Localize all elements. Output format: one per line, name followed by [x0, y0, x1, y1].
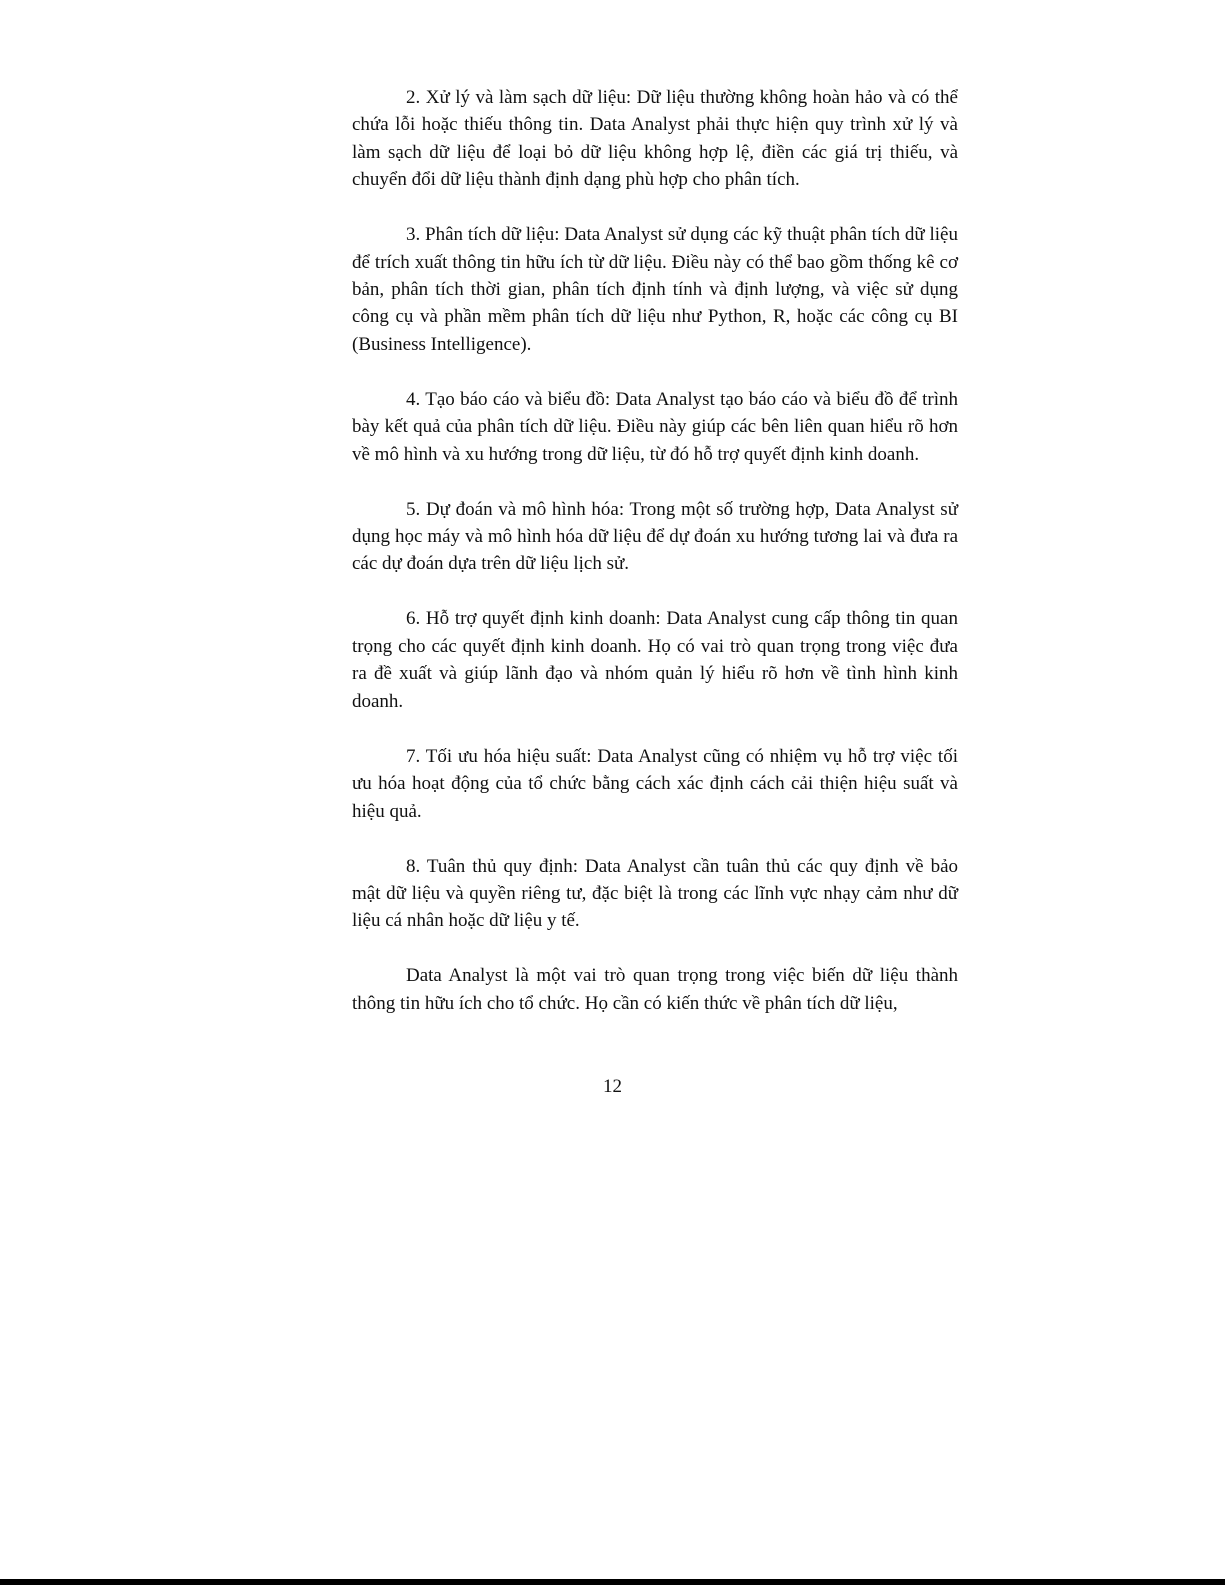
body-text	[352, 84, 958, 1045]
page-number: 12	[603, 1076, 622, 1097]
paragraph-data-cleaning: 2. Xử lý và làm sạch dữ liệu: Dữ liệu thường không hoàn hảo và có thể chứa lỗi hoặc thiếu thông tin. Data Analyst phải thực hiện quy trình xử lý và làm sạch dữ liệu để loại bỏ dữ liệu không hợp lệ, điền các giá trị thiếu, và chuyển đổi dữ liệu thành định dạng phù hợp cho phân tích.	[352, 87, 958, 191]
paragraph-compliance: 8. Tuân thủ quy định: Data Analyst cần tuân thủ các quy định về bảo mật dữ liệu và quyền riêng tư, đặc biệt là trong các lĩnh vực nhạy cảm như dữ liệu cá nhân hoặc dữ liệu y tế.	[352, 855, 958, 932]
paragraph-prediction-modeling: 5. Dự đoán và mô hình hóa: Trong một số trường hợp, Data Analyst sử dụng học máy và mô hình hóa dữ liệu để dự đoán xu hướng tương lai và đưa ra các dự đoán dựa trên dữ liệu lịch sử.	[352, 498, 958, 575]
paragraph-data-analysis: 3. Phân tích dữ liệu: Data Analyst sử dụng các kỹ thuật phân tích dữ liệu để trích xuất thông tin hữu ích từ dữ liệu. Điều này có thể bao gồm thống kê cơ bản, phân tích thời gian, phân tích định tính và định lượng, và việc sử dụng công cụ và phần mềm phân tích dữ liệu như Python, R, hoặc các công cụ BI (Business Intelligence).	[352, 224, 958, 355]
paragraph-performance-optimization: 7. Tối ưu hóa hiệu suất: Data Analyst cũng có nhiệm vụ hỗ trợ việc tối ưu hóa hoạt động của tổ chức bằng cách xác định cách cải thiện hiệu suất và hiệu quả.	[352, 745, 958, 822]
paragraph-summary: Data Analyst là một vai trò quan trọng trong việc biến dữ liệu thành thông tin hữu ích cho tổ chức. Họ cần có kiến thức về phân tích dữ liệu,	[352, 965, 958, 1014]
bottom-border	[0, 1579, 1225, 1585]
paragraph-business-decisions: 6. Hỗ trợ quyết định kinh doanh: Data Analyst cung cấp thông tin quan trọng cho các quyết định kinh doanh. Họ có vai trò quan trọng trong việc đưa ra đề xuất và giúp lãnh đạo và nhóm quản lý hiểu rõ hơn về tình hình kinh doanh.	[352, 608, 958, 712]
paragraph-reports-charts: 4. Tạo báo cáo và biểu đồ: Data Analyst tạo báo cáo và biểu đồ để trình bày kết quả của phân tích dữ liệu. Điều này giúp các bên liên quan hiểu rõ hơn về mô hình và xu hướng trong dữ liệu, từ đó hỗ trợ quyết định kinh doanh.	[352, 388, 958, 465]
